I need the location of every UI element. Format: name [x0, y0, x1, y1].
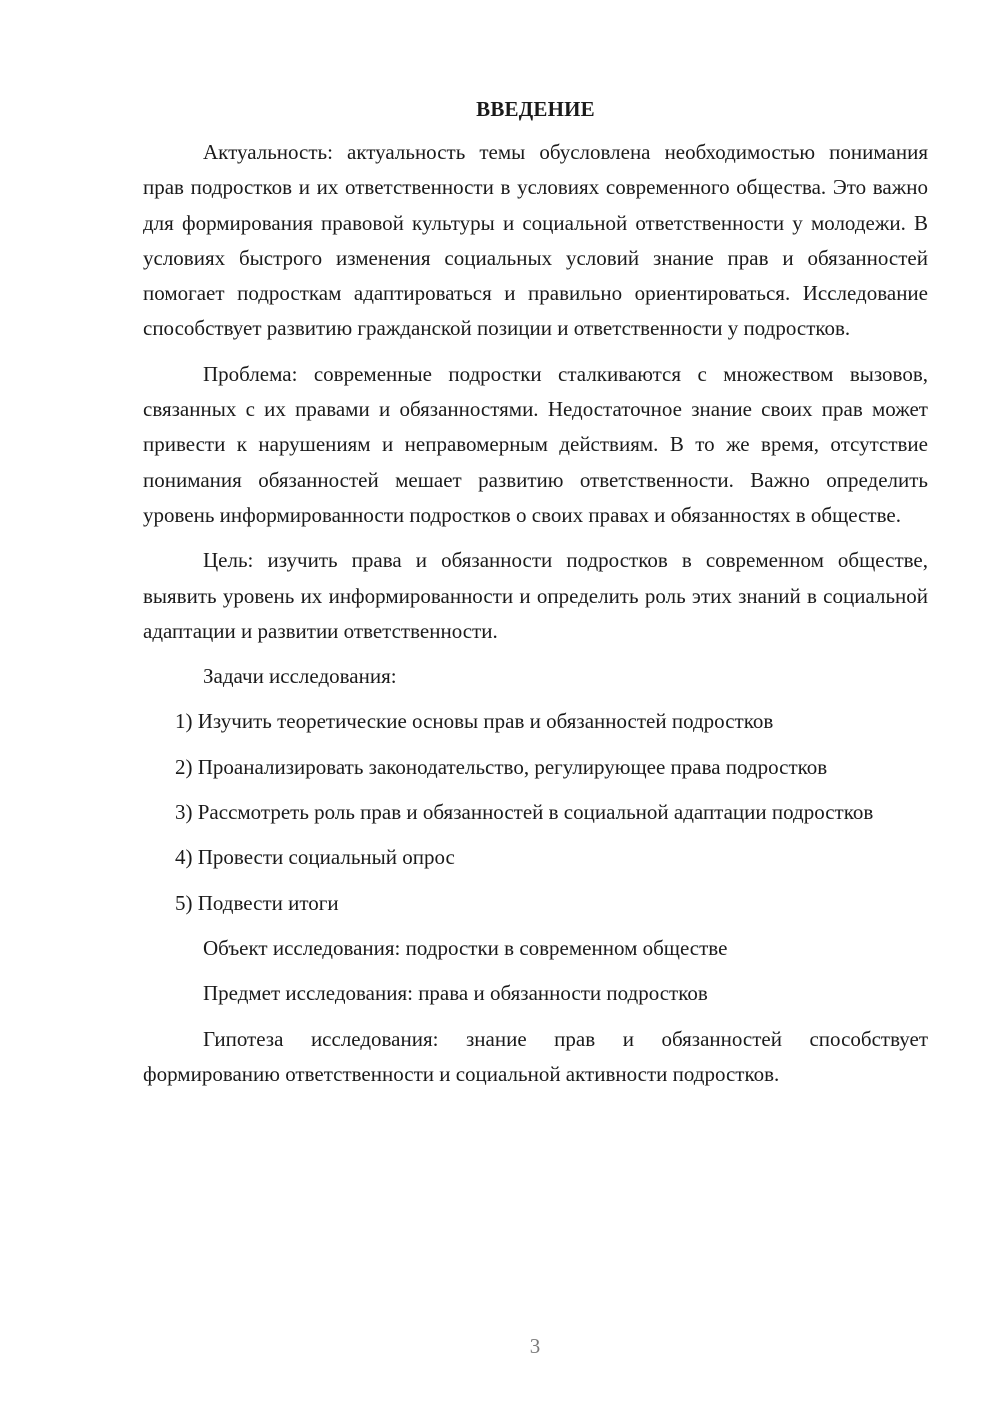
- research-hypothesis: Гипотеза исследования: знание прав и обязанностей способствует формированию ответственности и социальной активности подростков.: [143, 1026, 928, 1086]
- tasks-title: Задачи исследования:: [203, 664, 397, 689]
- problem-paragraph: Проблема: современные подростки сталкиваются с множеством вызовов, связанных с их правами и обязанностями. Недостаточное знание своих прав может привести к нарушениям и неправомерным действиям. В то же время, отсутствие понимания обязанностей мешает развитию ответственности. Важно определить уровень информированности подростков о своих правах и обязанностях в обществе.: [143, 361, 928, 527]
- page-number: 3: [529, 1334, 541, 1358]
- document-page: [143, 92, 928, 1102]
- goal-paragraph: Цель: изучить права и обязанности подростков в современном обществе, выявить уровень их информированности и определить роль этих знаний в социальной адаптации и развитии ответственности.: [143, 548, 928, 643]
- task-item-1: 1) Изучить теоретические основы прав и обязанностей подростков: [175, 709, 774, 734]
- research-object: Объект исследования: подростки в современном обществе: [203, 935, 728, 960]
- research-subject: Предмет исследования: права и обязанности подростков: [203, 981, 708, 1006]
- task-item-5: 5) Подвести итоги: [175, 890, 339, 915]
- relevance-paragraph: Актуальность: актуальность темы обусловлена необходимостью понимания прав подростков и их ответственности в условиях современного общества. Это важно для формирования правовой культуры и социальной ответственности у молодежи. В условиях быстрого изменения социальных условий знание прав и обязанностей помогает подросткам адаптироваться и правильно ориентироваться. Исследование способствует развитию гражданской позиции и ответственности у подростков.: [143, 140, 928, 341]
- document-heading: ВВЕДЕНИЕ: [476, 97, 595, 121]
- task-item-2: 2) Проанализировать законодательство, регулирующее права подростков: [175, 754, 828, 779]
- task-item-4: 4) Провести социальный опрос: [175, 845, 455, 870]
- task-item-3: 3) Рассмотреть роль прав и обязанностей в социальной адаптации подростков: [175, 800, 874, 825]
